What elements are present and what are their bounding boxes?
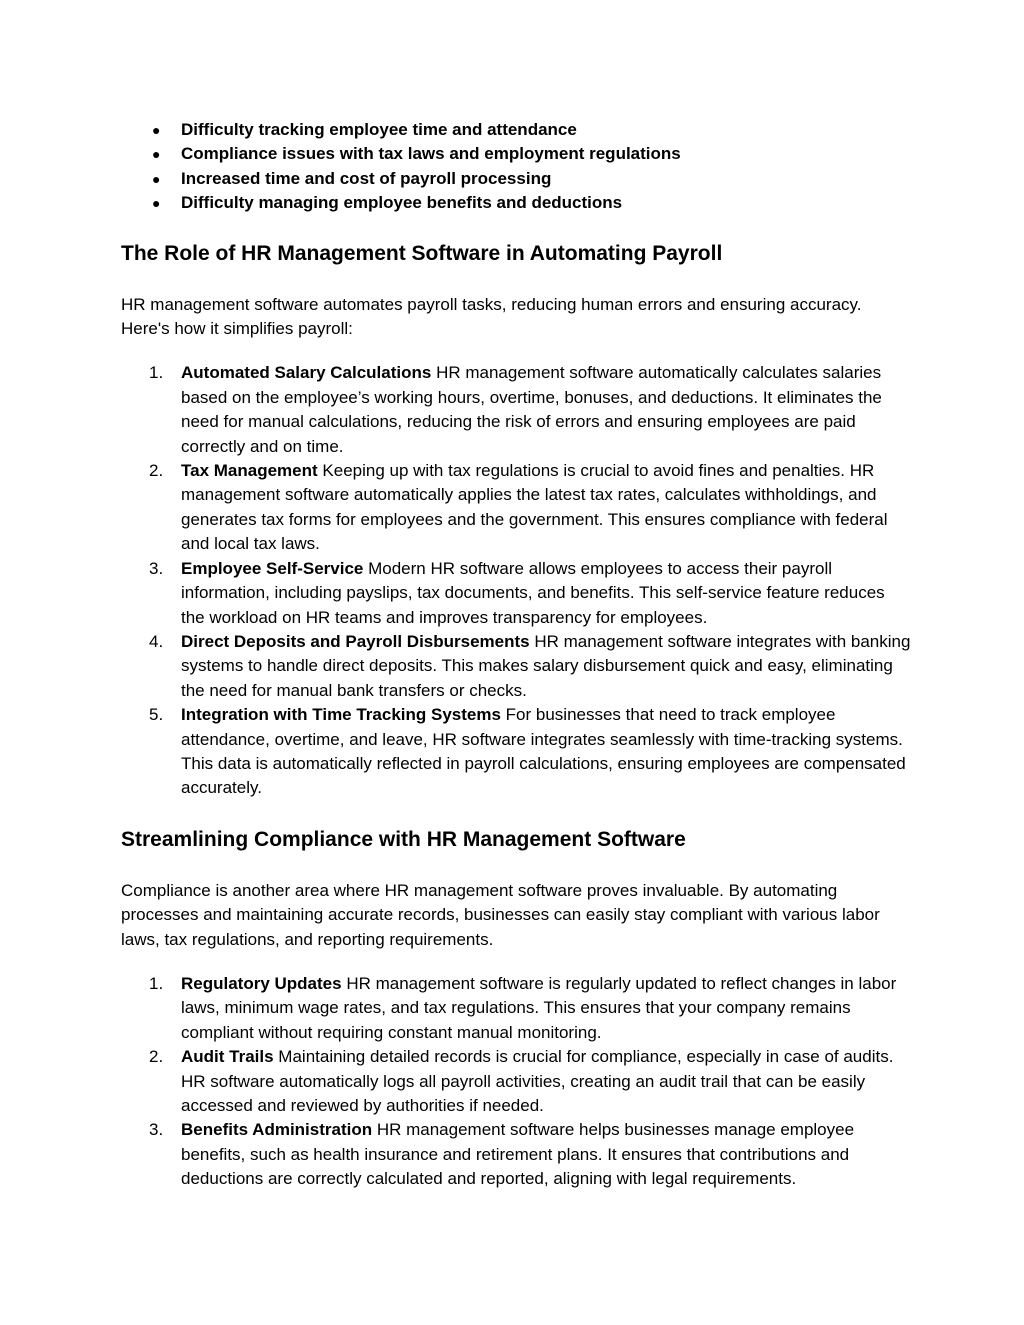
- section-heading-compliance: Streamlining Compliance with HR Management Software: [121, 827, 686, 851]
- bullet-text: Difficulty tracking employee time and attendance: [181, 120, 577, 139]
- bullet-item: [121, 167, 911, 191]
- section-intro-compliance: Compliance is another area where HR management software proves invaluable. By automating processes and maintaining accurate records, businesses can easily stay compliant with various labor laws, tax regulations, and reporting requirements.: [121, 880, 880, 949]
- list-number: 1.: [149, 363, 164, 383]
- list-number: 5.: [149, 705, 164, 725]
- bullet-text: Difficulty managing employee benefits and deductions: [181, 193, 623, 213]
- payroll-features-list: [121, 361, 911, 800]
- list-item: [121, 1118, 911, 1191]
- list-number: 1.: [149, 973, 164, 993]
- list-number: 3.: [149, 1120, 164, 1140]
- list-number: 4.: [149, 631, 164, 651]
- list-item: [121, 1045, 911, 1118]
- list-item: [121, 703, 911, 801]
- list-number: 3.: [149, 558, 164, 578]
- list-item: [121, 361, 911, 459]
- bullet-item: [121, 191, 911, 215]
- list-item-title: Tax Management: [181, 461, 318, 481]
- list-item-title: Regulatory Updates: [181, 973, 342, 993]
- list-item-text: Maintaining detailed records is crucial for compliance, especially in case of audits. HR software automatically logs all payroll activities, creating an audit trail that can be easily accessed and reviewed by authorities if needed.: [181, 1047, 894, 1115]
- bullet-text: Compliance issues with tax laws and employment regulations: [181, 144, 681, 164]
- bullet-text: Increased time and cost of payroll processing: [181, 168, 552, 188]
- list-item-title: Employee Self-Service: [181, 558, 364, 578]
- compliance-features-list: [121, 972, 911, 1192]
- bullet-item: [121, 118, 911, 142]
- list-item-text: HR management software is regularly updated to reflect changes in labor laws, minimum wage rates, and tax regulations. This ensures that your company remains compliant without requiring constant manual monitoring.: [181, 973, 897, 1042]
- list-number: 2.: [149, 1047, 164, 1067]
- list-item: [121, 557, 911, 630]
- list-item-title: Automated Salary Calculations: [181, 363, 432, 383]
- list-item-text: HR management software automatically calculates salaries based on the employee’s working hours, overtime, bonuses, and deductions. It eliminates the need for manual calculations, reducing the risk of errors and ensuring employees are paid correctly and on time.: [181, 363, 882, 456]
- list-item: [121, 972, 911, 1045]
- list-item-title: Benefits Administration: [181, 1120, 373, 1140]
- list-item-text: HR management software integrates with banking systems to handle direct deposits. This makes salary disbursement quick and easy, eliminating the need for manual bank transfers or checks.: [181, 631, 911, 700]
- list-item-title: Integration with Time Tracking Systems: [181, 705, 501, 725]
- bullet-item: [121, 142, 911, 166]
- list-item-title: Audit Trails: [181, 1047, 274, 1067]
- list-item: [121, 630, 911, 703]
- list-item-text: For businesses that need to track employee attendance, overtime, and leave, HR software integrates seamlessly with time-tracking systems. This data is automatically reflected in payroll calculations, ensuring employees are compensated accurately.: [181, 705, 906, 798]
- bullet-dot-icon: ●: [152, 146, 161, 163]
- list-number: 2.: [149, 461, 164, 481]
- bullet-dot-icon: ●: [152, 170, 161, 187]
- list-item-title: Direct Deposits and Payroll Disbursements: [181, 631, 530, 651]
- bullet-dot-icon: ●: [152, 195, 161, 212]
- list-item-text: Modern HR software allows employees to access their payroll information, including payslips, tax documents, and benefits. This self-service feature reduces the workload on HR teams and improves transparency for employees.: [181, 558, 885, 627]
- list-item: [121, 459, 911, 557]
- list-item-text: Keeping up with tax regulations is crucial to avoid fines and penalties. HR management software automatically applies the latest tax rates, calculates withholdings, and generates tax forms for employees and the government. This ensures compliance with federal and local tax laws.: [181, 461, 888, 554]
- section-heading-role: The Role of HR Management Software in Automating Payroll: [121, 241, 723, 265]
- document-page: [121, 118, 911, 1192]
- bullet-dot-icon: ●: [152, 122, 161, 138]
- challenges-bullet-list: [121, 118, 911, 216]
- section-intro-role: HR management software automates payroll tasks, reducing human errors and ensuring accuracy. Here's how it simplifies payroll:: [121, 294, 862, 339]
- list-item-text: HR management software helps businesses manage employee benefits, such as health insurance and retirement plans. It ensures that contributions and deductions are correctly calculated and reported, aligning with legal requirements.: [181, 1120, 855, 1189]
